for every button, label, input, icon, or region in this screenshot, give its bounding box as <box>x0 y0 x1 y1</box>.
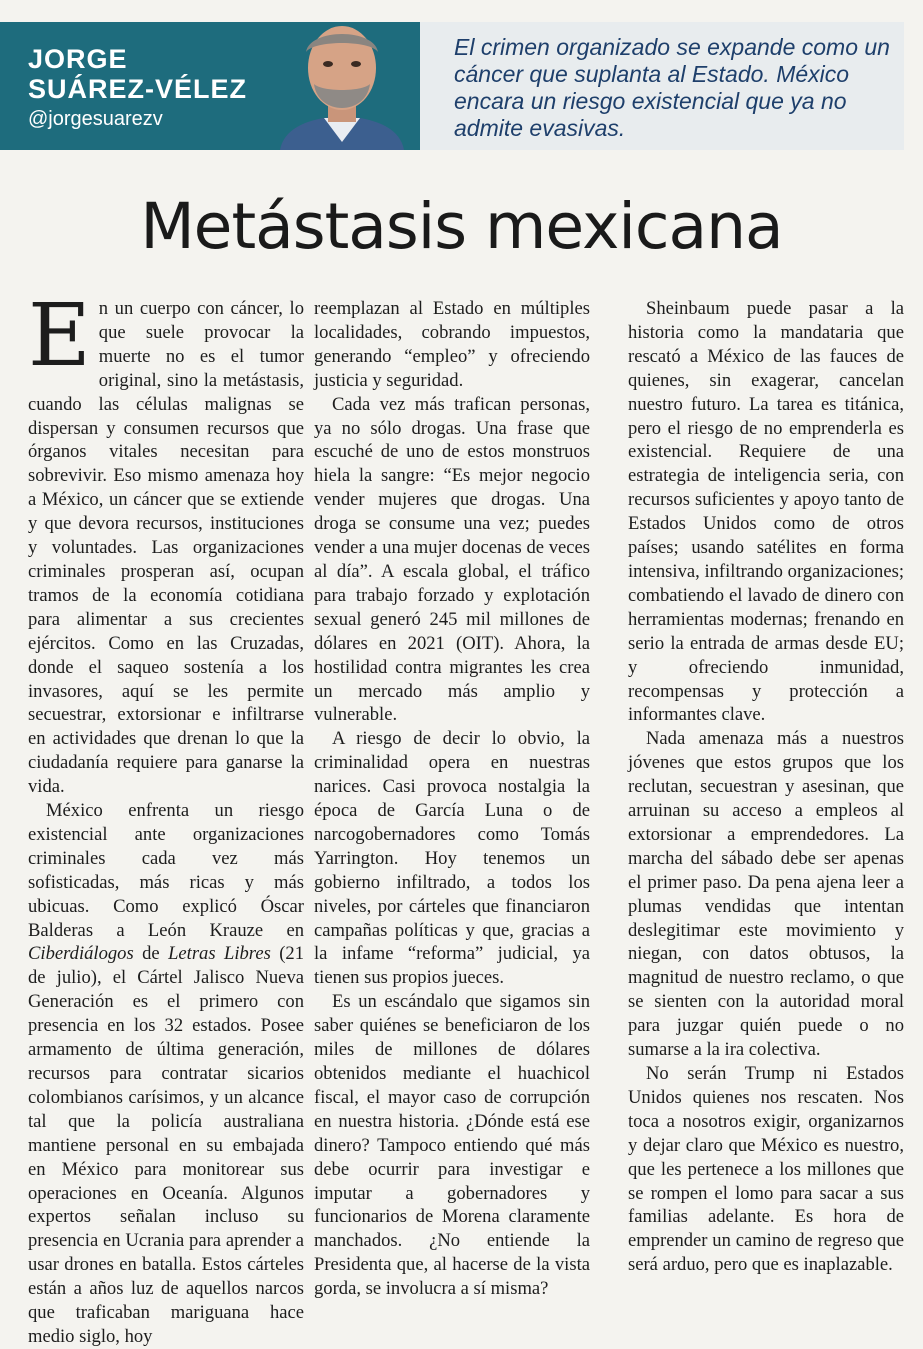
paragraph-4: A riesgo de decir lo obvio, la criminalidad opera en nuestras narices. Casi provoca nostalgia la época de García Luna o de narcogobernadores como Tomás Yarrington. Hoy tenemos un gobierno infiltrado, a todos los niveles, por cárteles que financiaron campañas políticas y que, gracias a la infame “reforma” judicial, ya tienen sus propios jueces. <box>314 728 590 989</box>
article-deck: El crimen organizado se expande como un cáncer que suplanta al Estado. México encara un riesgo existencial que ya no admite evasivas. <box>454 34 890 141</box>
article-title: Metástasis mexicana <box>140 190 783 263</box>
article-column-1 <box>28 286 305 1349</box>
article-column-3 <box>628 297 904 1277</box>
author-box <box>0 22 420 150</box>
paragraph-5: Es un escándalo que sigamos sin saber quiénes se beneficiaron de los miles de millones de dólares obtenidos mediante el huachicol fiscal, el mayor caso de corrupción en nuestra historia. ¿Dónde está ese dinero? Tampoco entiendo qué más debe ocurrir para investigar e imputar a gobernadores y funcionarios de Morena claramente manchados. ¿No entiende la Presidenta que, al hacerse de la vista gorda, se involucra a sí misma? <box>314 991 590 1300</box>
author-name: JORGE SUÁREZ-VÉLEZ <box>28 44 248 104</box>
paragraph-1: En un cuerpo con cáncer, lo que suele provocar la muerte no es el tumor original, sino la metástasis, cuando las células malignas se dispersan y consumen recursos que órganos vitales necesitan para sobrevivir. Eso mismo amenaza hoy a México, un cáncer que se extiende y que devora recursos, instituciones y voluntades. Las organizaciones criminales prosperan así, ocupan tramos de la economía cotidiana para alimentar a sus crecientes ejércitos. Como en las Cruzadas, donde el saqueo sostenía a los invasores, aquí se les permite secuestrar, extorsionar e infiltrarse en actividades que drenan lo que la ciudadanía requiere para ganarse la vida. <box>28 286 304 798</box>
paragraph-6: Sheinbaum puede pasar a la historia como la mandataria que rescató a México de las fauces de quienes, sin exagerar, cancelan nuestro futuro. La tarea es titánica, pero el riesgo de no emprenderla es existencial. Requiere de una estrategia de inteligencia seria, con recursos suficientes y apoyo tanto de Estados Unidos como de otros países; usando satélites en forma intensiva, infiltrando organizaciones; combatiendo el lavado de dinero con herramientas modernas; frenando en serio la entrada de armas desde EU; y ofreciendo inmunidad, recompensas y protección a informantes clave. <box>628 298 904 726</box>
drop-cap: E <box>28 286 91 386</box>
paragraph-2-continued: reemplazan al Estado en múltiples localidades, cobrando impuestos, generando “empleo” y ofreciendo justicia y seguridad. <box>314 298 590 391</box>
column-header <box>0 22 904 150</box>
paragraph-7: Nada amenaza más a nuestros jóvenes que estos grupos que los reclutan, secuestran y asesinan, que arruinan su acceso a empleos al extorsionar a emprendedores. La marcha del sábado debe ser apenas el primer paso. Da pena ajena leer a plumas vendidas que intentan deslegitimar este movimiento y niegan, con datos obtusos, la magnitud de nuestro reclamo, o que se sienten con la autoridad moral para juzgar quién puede o no sumarse a la ira colectiva. <box>628 728 904 1061</box>
paragraph-3: Cada vez más trafican personas, ya no sólo drogas. Una frase que escuché de uno de estos monstruos hiela la sangre: “Es mejor negocio vender mujeres que drogas. Una droga se consume una vez; puedes vender a una mujer docenas de veces al día”. A escala global, el tráfico para trabajo forzado y explotación sexual generó 245 mil millones de dólares en 2021 (OIT). Ahora, la hostilidad contra migrantes les crea un mercado más amplio y vulnerable. <box>314 393 590 726</box>
article-column-2 <box>314 297 590 1301</box>
paragraph-8: No serán Trump ni Estados Unidos quienes nos rescaten. Nos toca a nosotros exigir, organizarnos y dejar claro que México es nuestro, que les pertenece a los millones que se rompen el lomo para sacar a sus familias adelante. Es hora de emprender un camino de regreso que será arduo, pero que es inaplazable. <box>628 1063 904 1276</box>
author-handle: @jorgesuarezv <box>28 108 163 130</box>
paragraph-2: México enfrenta un riesgo existencial ante organizaciones criminales cada vez más sofisticadas, más ricas y más ubicuas. Como explicó Óscar Balderas a León Krauze en Ciberdiálogos de Letras Libres (21 de julio), el Cártel Jalisco Nueva Generación es el primero con presencia en los 32 estados. Posee armamento de última generación, recursos para contratar sicarios colombianos carísimos, y un alcance tal que la policía australiana mantiene personal en su embajada en México para monitorear sus operaciones en Oceanía. Algunos expertos señalan incluso su presencia en Ucrania para aprender a usar drones en batalla. Estos cárteles están a años luz de aquellos narcos que traficaban mariguana hace medio siglo, hoy <box>28 800 305 1347</box>
author-portrait <box>262 22 420 150</box>
